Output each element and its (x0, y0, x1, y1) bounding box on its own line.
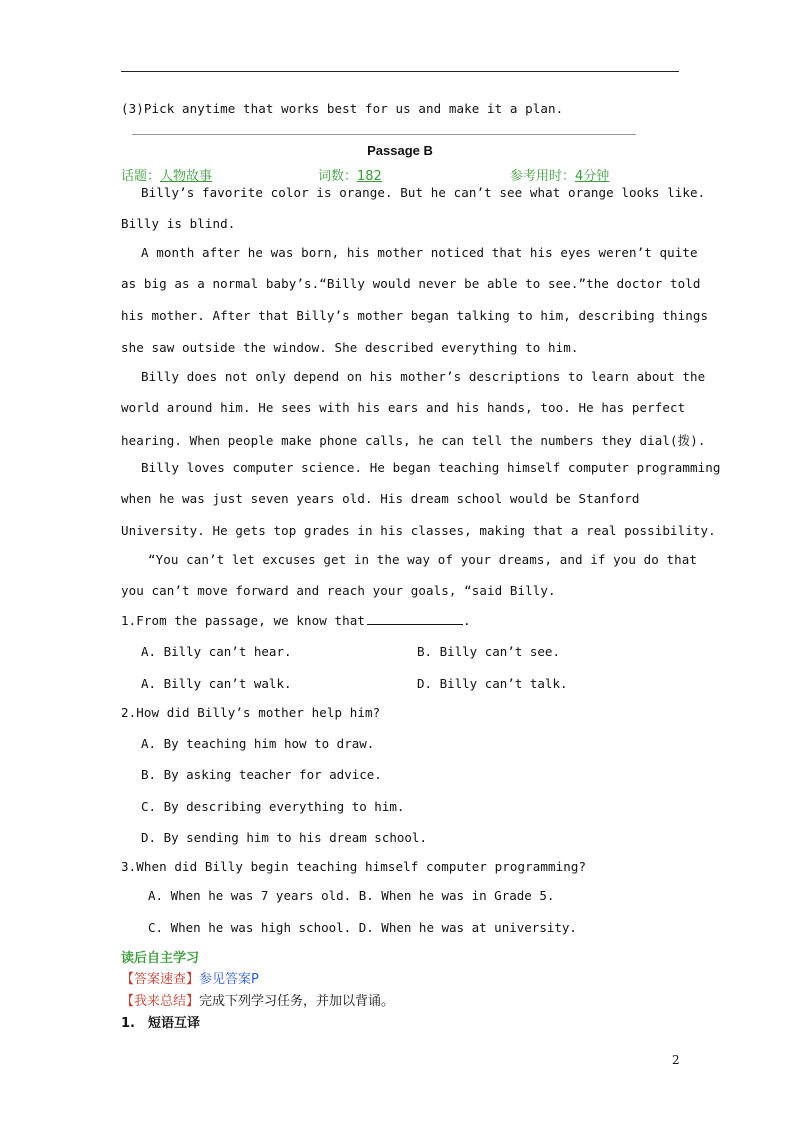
after-reading-heading: 读后自主学习 (121, 951, 200, 966)
answer-check-line (121, 968, 259, 987)
question-1-text: 1.From the passage, we know that (121, 613, 366, 628)
passage-line: “You can’t let excuses get in the way of your dreams, and if you do that (148, 552, 698, 567)
word-count-meta (318, 165, 382, 184)
q1-option-d: D. Billy can’t talk. (417, 676, 568, 691)
time-label: 参考用时： (510, 169, 576, 184)
question-1-stem (121, 612, 471, 628)
passage-line: University. He gets top grades in his classes, making that a real possibility. (121, 523, 716, 538)
passage-line: you can’t move forward and reach your goals, “said Billy. (121, 583, 556, 598)
passage-line: as big as a normal baby’s.“Billy would never be able to see.”the doctor told (121, 276, 701, 291)
topic-value: 人物故事 (160, 169, 213, 184)
passage-line: his mother. After that Billy’s mother began talking to him, describing things (121, 308, 709, 323)
top-rule (121, 71, 679, 72)
passage-line: Billy’s favorite color is orange. But he can’t see what orange looks like. (141, 185, 706, 200)
q2-option-a: A. By teaching him how to draw. (141, 736, 375, 751)
time-meta (510, 165, 609, 184)
intro-line: (3)Pick anytime that works best for us and make it a plan. (121, 101, 564, 116)
word-count-label: 词数： (318, 169, 358, 184)
answer-blank[interactable] (367, 612, 463, 625)
answer-check-value: 参见答案P (199, 972, 259, 987)
section-phrase-translation: 1. 短语互译 (121, 1016, 200, 1031)
answer-check-label: 【答案速查】 (121, 972, 200, 987)
time-value: 4分钟 (575, 169, 610, 184)
page-number: 2 (672, 1053, 680, 1067)
q3-options-ab: A. When he was 7 years old. B. When he was in Grade 5. (148, 888, 555, 903)
passage-title: Passage B (367, 143, 433, 158)
q3-options-cd: C. When he was high school. D. When he was at university. (148, 920, 577, 935)
q2-option-b: B. By asking teacher for advice. (141, 767, 382, 782)
summary-label: 【我来总结】 (121, 994, 200, 1009)
q1-option-c: A. Billy can’t walk. (141, 676, 292, 691)
section-divider (132, 134, 636, 135)
passage-line: world around him. He sees with his ears and his hands, too. He has perfect (121, 400, 686, 415)
passage-line: when he was just seven years old. His dream school would be Stanford (121, 491, 640, 506)
q1-option-a: A. Billy can’t hear. (141, 644, 292, 659)
question-2-stem: 2.How did Billy’s mother help him? (121, 705, 381, 720)
question-1-end: . (463, 613, 471, 628)
topic-meta (121, 165, 212, 184)
passage-line: A month after he was born, his mother noticed that his eyes weren’t quite (141, 245, 698, 260)
summary-value: 完成下列学习任务，并加以背诵。 (199, 994, 395, 1009)
q2-option-c: C. By describing everything to him. (141, 799, 405, 814)
word-count-value: 182 (357, 169, 382, 184)
q2-option-d: D. By sending him to his dream school. (141, 830, 427, 845)
topic-label: 话题： (121, 169, 161, 184)
summary-line (121, 990, 394, 1009)
question-3-stem: 3.When did Billy begin teaching himself computer programming? (121, 859, 587, 874)
passage-line: hearing. When people make phone calls, he can tell the numbers they dial(拨). (121, 433, 706, 448)
passage-line: Billy loves computer science. He began teaching himself computer programming (141, 460, 721, 475)
passage-line: she saw outside the window. She described everything to him. (121, 340, 579, 355)
passage-line: Billy does not only depend on his mother’s descriptions to learn about the (141, 369, 706, 384)
q1-option-b: B. Billy can’t see. (417, 644, 560, 659)
passage-line: Billy is blind. (121, 216, 236, 231)
